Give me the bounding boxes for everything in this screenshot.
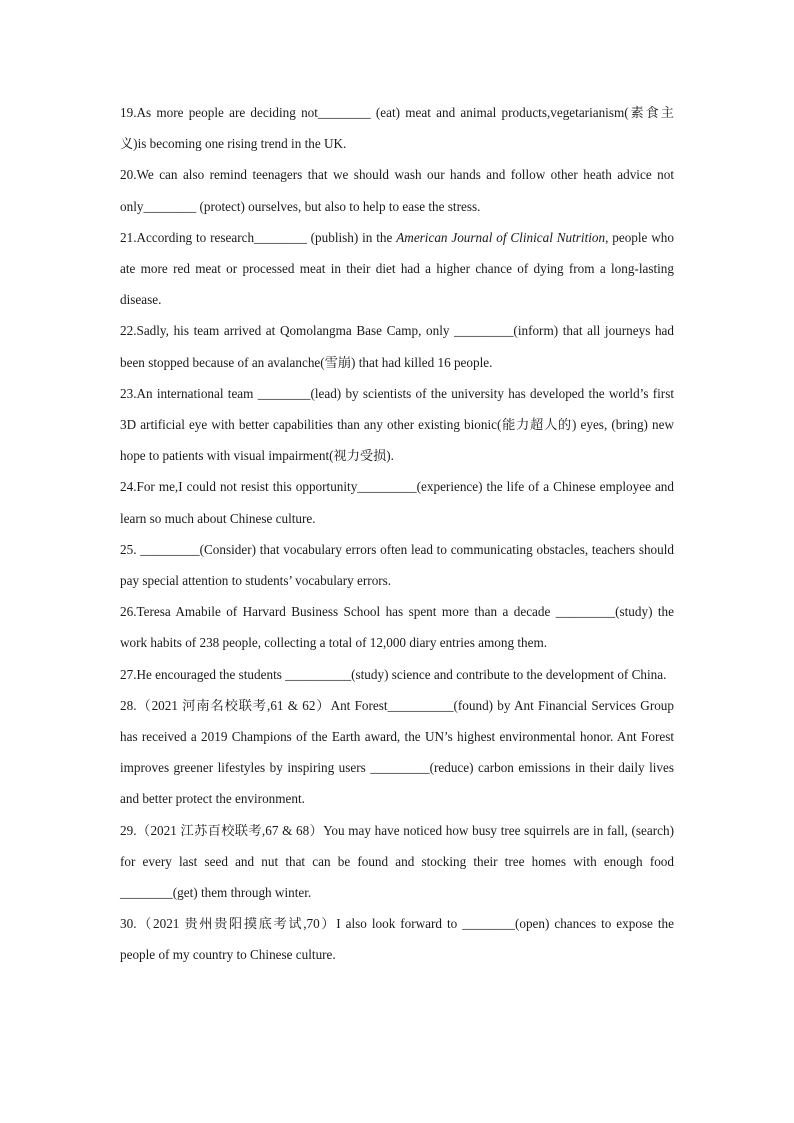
question-23: 23.An international team ________(lead) by scientists of the university has developed the world’s first 3D artificial eye with better capabilities than any other existing bionic(能力超人的) eyes, (bring) new hope to patients with visual impairment(视力受损).	[120, 385, 674, 464]
journal-title: American Journal of Clinical Nutrition	[396, 229, 606, 245]
question-27: 27.He encouraged the students __________(study) science and contribute to the development of China.	[120, 666, 667, 682]
document-page	[120, 97, 674, 971]
question-28: 28.（2021 河南名校联考,61 & 62）Ant Forest__________(found) by Ant Financial Services Group has received a 2019 Champions of the Earth award, the UN’s highest environmental honor. Ant Forest improves greener lifestyles by inspiring users _________(reduce) carbon emissions in their daily lives and better protect the environment.	[120, 697, 674, 807]
question-25: 25. _________(Consider) that vocabulary errors often lead to communicating obstacles, teachers should pay special attention to students’ vocabulary errors.	[120, 541, 674, 589]
question-26: 26.Teresa Amabile of Harvard Business School has spent more than a decade _________(study) the work habits of 238 people, collecting a total of 12,000 diary entries among them.	[120, 604, 674, 651]
question-29: 29.（2021 江苏百校联考,67 & 68）You may have noticed how busy tree squirrels are in fall, (search) for every last seed and nut that can be found and stocking their tree homes with enough food ________(get) them through winter.	[120, 822, 674, 901]
question-24: 24.For me,I could not resist this opportunity_________(experience) the life of a Chinese employee and learn so much about Chinese culture.	[120, 479, 674, 526]
question-20: 20.We can also remind teenagers that we should wash our hands and follow other heath advice not only________ (protect) ourselves, but also to help to ease the stress.	[120, 167, 674, 214]
question-22: 22.Sadly, his team arrived at Qomolangma Base Camp, only _________(inform) that all journeys had been stopped because of an avalanche(雪崩) that had killed 16 people.	[120, 323, 674, 370]
question-21: 21.According to research________ (publish) in the American Journal of Clinical Nutrition, people who ate more red meat or processed meat in their diet had a higher chance of dying from a long-lasting disease.	[120, 229, 674, 308]
question-19: 19.As more people are deciding not________ (eat) meat and animal products,vegetarianism(素食主义)is becoming one rising trend in the UK.	[120, 105, 674, 152]
question-30: 30.（2021 贵州贵阳摸底考试,70）I also look forward to ________(open) chances to expose the people of my country to Chinese culture.	[120, 916, 674, 963]
